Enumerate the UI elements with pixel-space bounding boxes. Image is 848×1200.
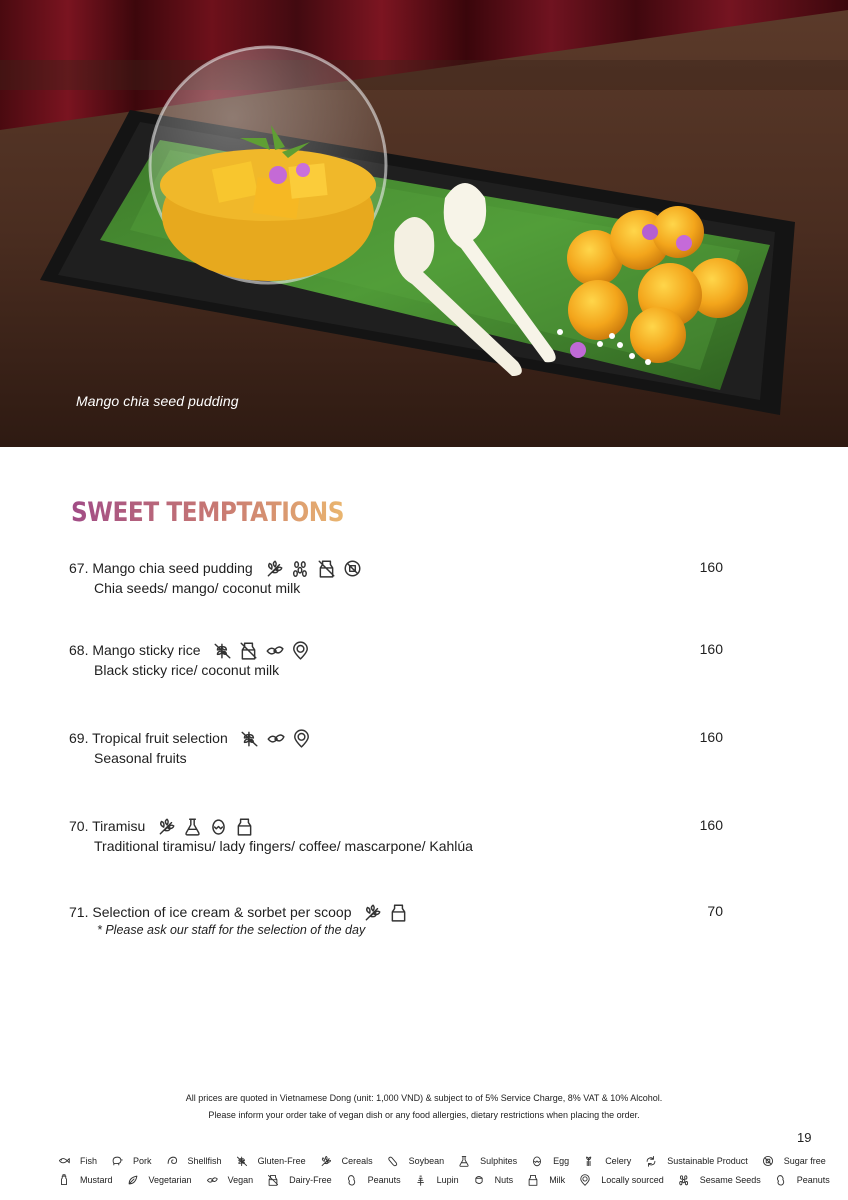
cereals-icon (363, 903, 382, 922)
item-price: 160 (699, 729, 723, 745)
legend-label: Peanuts (796, 1174, 830, 1185)
menu-item (69, 727, 729, 766)
sesame-seeds-icon (678, 1174, 695, 1186)
menu-item (69, 901, 729, 937)
legend-label: Celery (605, 1155, 632, 1166)
legend-item (583, 1155, 631, 1167)
vegan-icon (206, 1174, 223, 1186)
milk-icon (235, 817, 254, 836)
vegan-icon (265, 641, 284, 660)
item-icons (265, 559, 365, 578)
lupin-icon (415, 1174, 432, 1186)
sugar-free-icon (762, 1155, 779, 1167)
legend-item (579, 1174, 664, 1186)
legend-item (346, 1174, 401, 1186)
pork-icon (111, 1155, 128, 1167)
dairy-free-icon (317, 559, 336, 578)
item-name: 68. Mango sticky rice (69, 642, 201, 658)
legend-label: Milk (549, 1174, 566, 1185)
legend-label: Fish (80, 1155, 98, 1166)
legend-row (58, 1151, 828, 1170)
locally-sourced-icon (291, 641, 310, 660)
cereals-icon (157, 817, 176, 836)
item-description: Chia seeds/ mango/ coconut milk (94, 580, 301, 596)
legend-label: Soybean (408, 1155, 445, 1166)
item-name: 71. Selection of ice cream & sorbet per scoop (69, 904, 352, 920)
footer-notes (0, 1090, 848, 1124)
legend-item (236, 1155, 306, 1167)
peanuts-icon (346, 1174, 363, 1186)
page-number: 19 (797, 1130, 812, 1145)
legend-label: Egg (553, 1155, 570, 1166)
legend-label: Sustainable Product (667, 1155, 748, 1166)
legend-label: Sesame Seeds (699, 1174, 761, 1185)
sugar-free-icon (343, 559, 362, 578)
legend-label: Locally sourced (601, 1174, 664, 1185)
photo-caption: Mango chia seed pudding (76, 393, 239, 409)
legend-label: Shellfish (187, 1155, 222, 1166)
legend-item (531, 1155, 569, 1167)
menu-item (69, 815, 729, 854)
sesame-seeds-icon (291, 559, 310, 578)
legend-item (267, 1174, 332, 1186)
milk-icon (527, 1174, 544, 1186)
sulphites-icon (458, 1155, 475, 1167)
legend-item (58, 1174, 113, 1186)
legend-label: Nuts (494, 1174, 514, 1185)
legend-label: Vegan (227, 1174, 254, 1185)
legend-item (206, 1174, 254, 1186)
price-note: All prices are quoted in Vietnamese Dong (unit: 1,000 VND) & subject to of 5% Service Charge, 8% VAT & 10% Alcohol. (185, 1093, 663, 1103)
menu-item (69, 557, 729, 596)
celery-icon (583, 1155, 600, 1167)
legend-row (58, 1170, 828, 1189)
item-icons (157, 817, 257, 836)
legend-item (473, 1174, 514, 1186)
dessert-plate-illustration (0, 0, 848, 447)
gluten-free-icon (240, 729, 259, 748)
mustard-icon (58, 1174, 75, 1186)
dairy-free-icon (239, 641, 258, 660)
legend-label: Sugar free (783, 1155, 826, 1166)
item-name: 69. Tropical fruit selection (69, 730, 228, 746)
peanuts-icon (775, 1174, 792, 1186)
legend-label: Mustard (80, 1174, 113, 1185)
legend-item (762, 1155, 826, 1167)
legend-item (645, 1155, 748, 1167)
sulphites-icon (183, 817, 202, 836)
locally-sourced-icon (579, 1174, 596, 1186)
legend-item (320, 1155, 373, 1167)
legend-item (387, 1155, 445, 1167)
legend-label: Lupin (436, 1174, 459, 1185)
gluten-free-icon (213, 641, 232, 660)
item-note: * Please ask our staff for the selection of the day (97, 923, 366, 937)
milk-icon (389, 903, 408, 922)
item-price: 160 (699, 817, 723, 833)
hero-photo (0, 0, 848, 447)
shellfish-icon (166, 1155, 183, 1167)
allergen-legend (58, 1151, 828, 1189)
legend-item (166, 1155, 222, 1167)
gluten-free-icon (236, 1155, 253, 1167)
allergy-note: Please inform your order take of vegan dish or any food allergies, dietary restrictions when placing the order. (208, 1110, 640, 1120)
menu-item (69, 639, 729, 678)
item-description: Black sticky rice/ coconut milk (94, 662, 280, 678)
item-description: Seasonal fruits (94, 750, 187, 766)
item-price: 160 (699, 641, 723, 657)
item-name: 67. Mango chia seed pudding (69, 560, 253, 576)
legend-item (678, 1174, 761, 1186)
vegetarian-icon (127, 1174, 144, 1186)
nuts-icon (473, 1174, 490, 1186)
legend-item (127, 1174, 192, 1186)
dairy-free-icon (267, 1174, 284, 1186)
vegan-icon (266, 729, 285, 748)
soybean-icon (387, 1155, 404, 1167)
item-description: Traditional tiramisu/ lady fingers/ coffee/ mascarpone/ Kahlúa (94, 838, 473, 854)
legend-item (415, 1174, 459, 1186)
item-icons (363, 903, 411, 922)
egg-icon (531, 1155, 548, 1167)
item-icons (213, 641, 313, 660)
egg-icon (209, 817, 228, 836)
item-price: 160 (699, 559, 723, 575)
legend-label: Pork (133, 1155, 152, 1166)
legend-item (775, 1174, 830, 1186)
cereals-icon (320, 1155, 337, 1167)
locally-sourced-icon (292, 729, 311, 748)
legend-label: Gluten-Free (257, 1155, 306, 1166)
cereals-icon (265, 559, 284, 578)
legend-label: Cereals (341, 1155, 373, 1166)
legend-label: Dairy-Free (289, 1174, 332, 1185)
legend-item (527, 1174, 565, 1186)
legend-item (111, 1155, 152, 1167)
legend-label: Peanuts (367, 1174, 401, 1185)
legend-label: Vegetarian (148, 1174, 192, 1185)
legend-item (58, 1155, 97, 1167)
section-title: SWEET TEMPTATIONS (71, 497, 345, 528)
item-icons (240, 729, 314, 748)
sustainable-product-icon (645, 1155, 662, 1167)
legend-item (458, 1155, 517, 1167)
item-price: 70 (707, 903, 723, 919)
legend-label: Sulphites (480, 1155, 518, 1166)
fish-icon (58, 1155, 75, 1167)
item-name: 70. Tiramisu (69, 818, 146, 834)
